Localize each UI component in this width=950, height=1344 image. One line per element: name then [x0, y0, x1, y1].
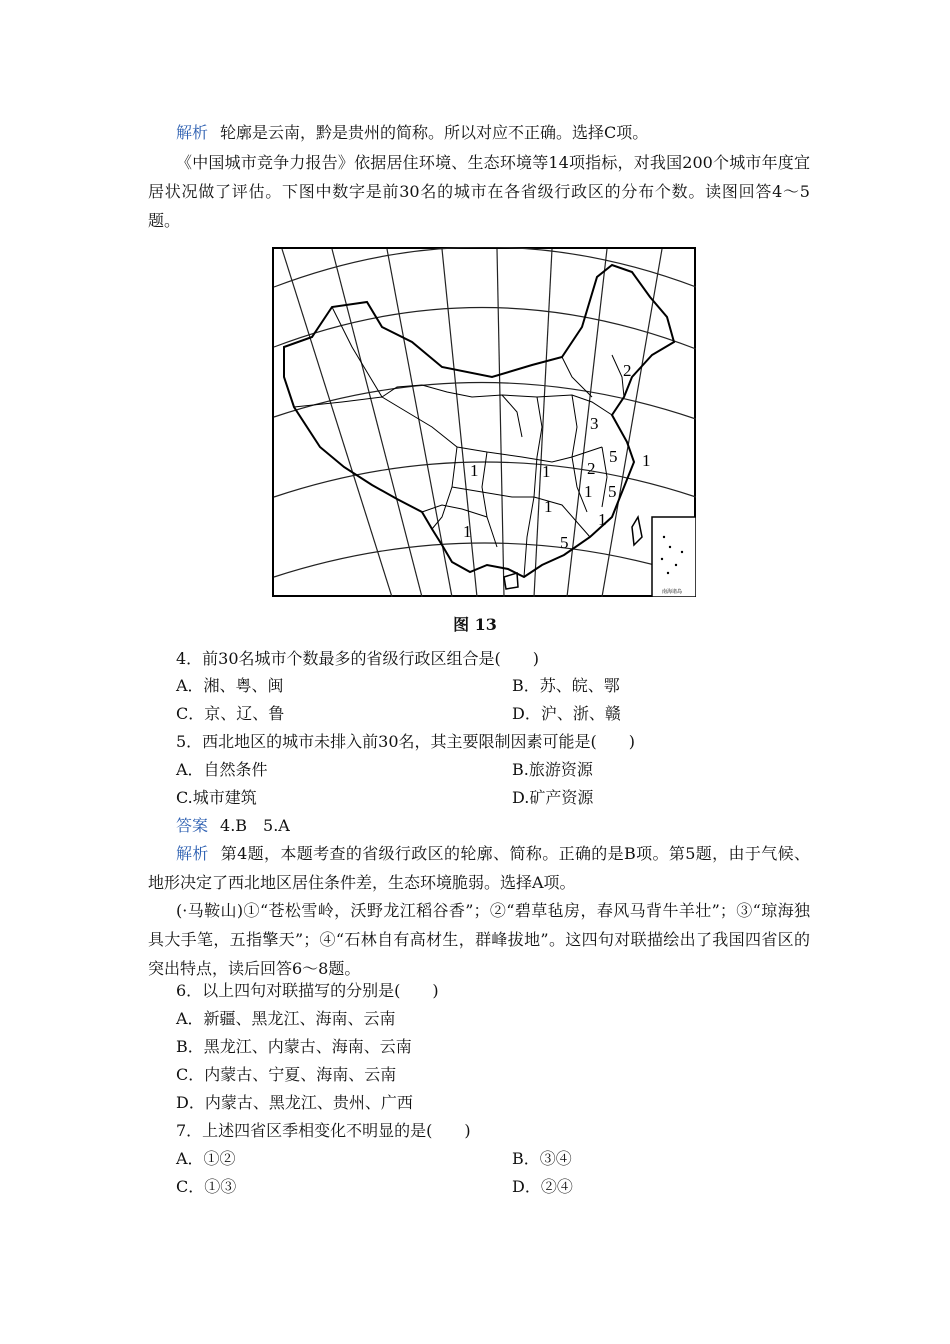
count-anhui: 2 — [587, 459, 596, 478]
answer-label: 答案 — [176, 816, 209, 835]
count-sichuan: 1 — [470, 461, 479, 480]
q6-option-c: C．内蒙古、宁夏、海南、云南 — [176, 1065, 397, 1084]
south-china-sea-inset — [652, 517, 696, 597]
count-hubei: 1 — [542, 462, 551, 481]
analysis-label: 解析 — [176, 844, 209, 863]
q4-option-d: D．沪、浙、赣 — [512, 704, 621, 723]
figure-caption: 图 13 — [453, 615, 497, 634]
q4-option-a: A．湘、粤、闽 — [176, 676, 284, 695]
question-6: 6．以上四句对联描写的分别是( ) — [176, 981, 439, 1000]
count-guangdong: 5 — [560, 533, 569, 552]
count-hunan-jiangxi: 1 — [544, 497, 553, 516]
q6-option-a: A．新疆、黑龙江、海南、云南 — [176, 1009, 396, 1028]
china-map-figure — [272, 247, 696, 597]
q7-option-b: B．③④ — [512, 1149, 572, 1168]
q4-option-c: C．京、辽、鲁 — [176, 704, 285, 723]
q6-option-d: D．内蒙古、黑龙江、贵州、广西 — [176, 1093, 413, 1112]
count-shanghai: 1 — [642, 451, 651, 470]
analysis-text: 轮廓是云南，黔是贵州的简称。所以对应不正确。选择C项。 — [220, 123, 649, 142]
analysis-label: 解析 — [176, 123, 209, 142]
count-liaoning: 2 — [623, 361, 632, 380]
count-jiangxi: 1 — [584, 482, 593, 501]
count-zhejiang: 5 — [608, 482, 617, 501]
count-shandong: 3 — [590, 414, 599, 433]
answer-line — [176, 815, 290, 837]
q7-option-a: A．①② — [176, 1149, 236, 1168]
analysis-text: 第4题，本题考查的省级行政区的轮廓、简称。正确的是B项。第5题，由于气候、地形决定了西北地区居住条件差，生态环境脆弱。选择A项。 — [148, 844, 810, 892]
intro-analysis — [176, 122, 648, 144]
passage-couplets: (·马鞍山)①“苍松雪岭，沃野龙江稻谷香”；②“碧草毡房，春风马背牛羊壮”；③“琼海独具大手笔，五指擎天”；④“石林自有高材生，群峰拔地”。这四句对联描绘出了我国四省区的突出特点，读后回答6～8题。 — [148, 901, 810, 978]
q5-option-c: C.城市建筑 — [176, 788, 257, 807]
question-4: 4．前30名城市个数最多的省级行政区组合是( ) — [176, 649, 540, 668]
q6-option-b: B．黑龙江、内蒙古、海南、云南 — [176, 1037, 412, 1056]
question-7: 7．上述四省区季相变化不明显的是( ) — [176, 1121, 471, 1140]
count-jiangsu: 5 — [609, 447, 618, 466]
passage-city-ranking: 《中国城市竞争力报告》依据居住环境、生态环境等14项指标，对我国200个城市年度宜居状况做了评估。下图中数字是前30名的城市在各省级行政区的分布个数。读图回答4～5题。 — [148, 153, 810, 230]
q5-option-b: B.旅游资源 — [512, 760, 593, 779]
q7-option-d: D．②④ — [512, 1177, 573, 1196]
count-fujian: 1 — [598, 510, 607, 529]
inset-label: 南海诸岛 — [662, 589, 683, 595]
answer-text: 4.B 5.A — [220, 816, 290, 835]
q4-option-b: B．苏、皖、鄂 — [512, 676, 620, 695]
q5-option-a: A．自然条件 — [176, 760, 268, 779]
count-yunnan: 1 — [463, 522, 472, 541]
question-5: 5．西北地区的城市未排入前30名，其主要限制因素可能是( ) — [176, 732, 636, 751]
q7-option-c: C．①③ — [176, 1177, 237, 1196]
analysis-q4-q5 — [148, 839, 810, 897]
q5-option-d: D.矿产资源 — [512, 788, 594, 807]
